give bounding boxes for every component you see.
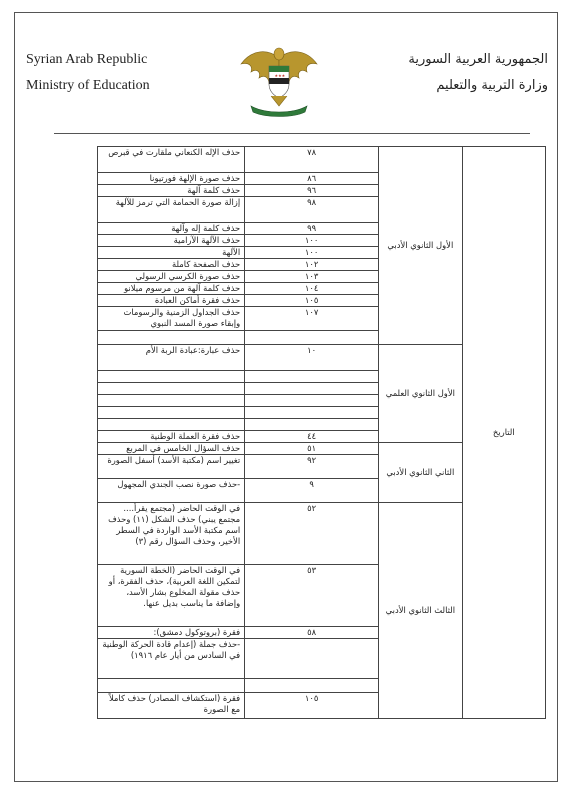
page-number-cell: ٥٢ [245,503,379,565]
page-number-cell [245,395,379,407]
change-description-cell: حذف كلمة آلهة [98,185,245,197]
grade-category-cell: الثالث الثانوي الأدبي [379,503,462,719]
change-description-cell: حذف كلمة آلهة من مرسوم ميلانو [98,283,245,295]
change-description-cell: حذف الصفحة كاملة [98,259,245,271]
change-description-cell: -حذف صورة نصب الجندي المجهول [98,479,245,503]
change-description-cell: -حذف جملة (إعدام قادة الحركة الوطنية في السادس من أيار عام ١٩١٦) [98,639,245,679]
page-number-cell: ٧٨ [245,147,379,173]
page-number-cell [245,331,379,345]
change-description-cell: تغيير اسم (مكتبة الأسد) أسفل الصورة [98,455,245,479]
change-description-cell: حذف صورة الكرسي الرسولي [98,271,245,283]
change-description-cell: حذف السؤال الخامس في المربع [98,443,245,455]
header-english-ministry: Ministry of Education [26,78,150,93]
grade-category-cell: الأول الثانوي الأدبي [379,147,462,345]
change-description-cell: حذف عبارة:عبادة الربة الأم [98,345,245,371]
page-number-cell [245,639,379,679]
deletions-table [97,146,546,719]
svg-text:★★★: ★★★ [274,73,286,78]
header-divider [54,133,530,134]
page-number-cell [245,383,379,395]
page-number-cell: ١٠٥ [245,693,379,719]
change-description-cell: حذف صورة الإلهة فورتيونا [98,173,245,185]
page-number-cell: ٥٨ [245,627,379,639]
change-description-cell [98,419,245,431]
change-description-cell [98,395,245,407]
page-number-cell: ٩ [245,479,379,503]
page-number-cell: ٥١ [245,443,379,455]
header-arabic-ministry: وزارة التربية والتعليم [436,78,548,93]
page-number-cell: ١٠٣ [245,271,379,283]
change-description-cell [98,679,245,693]
page-number-cell: ٤٤ [245,431,379,443]
change-description-cell [98,331,245,345]
change-description-cell [98,407,245,419]
page-number-cell: ١٠٧ [245,307,379,331]
page-number-cell: ٩٨ [245,197,379,223]
page-number-cell: ١٠٠ [245,235,379,247]
page-number-cell: ١٠٠ [245,247,379,259]
change-description-cell: حذف فقرة العملة الوطنية [98,431,245,443]
change-description-cell: حذف الآلهة الآرامية [98,235,245,247]
page-number-cell [245,679,379,693]
change-description-cell: فقرة (استكشاف المصادر) حذف كاملاً مع الصورة [98,693,245,719]
page-number-cell: ٥٣ [245,565,379,627]
change-description-cell: حذف الإله الكنعاني ملقارت في قبرص [98,147,245,173]
subject-cell: التاريخ [462,147,545,719]
page-number-cell: ٩٢ [245,455,379,479]
page-number-cell: ٩٩ [245,223,379,235]
page-number-cell: ٨٦ [245,173,379,185]
page-number-cell [245,407,379,419]
change-description-cell: الآلهة [98,247,245,259]
header-arabic-country: الجمهورية العربية السورية [408,52,548,67]
header-english-country: Syrian Arab Republic [26,52,148,67]
page-number-cell: ٩٦ [245,185,379,197]
page-number-cell: ١٠٢ [245,259,379,271]
change-description-cell: إزالة صورة الحمامة التي ترمز للآلهة [98,197,245,223]
page-number-cell [245,371,379,383]
table-row [98,147,546,173]
change-description-cell: حذف الجداول الزمنية والرسومات وإبقاء صورة المسد النبوي [98,307,245,331]
grade-category-cell: الأول الثانوي العلمي [379,345,462,443]
page-number-cell [245,419,379,431]
change-description-cell [98,371,245,383]
page-number-cell: ١٠ [245,345,379,371]
change-description-cell: حذف كلمة إله وآلهة [98,223,245,235]
page-number-cell: ١٠٥ [245,295,379,307]
change-description-cell: حذف فقرة أماكن العبادة [98,295,245,307]
syrian-eagle-emblem-icon [237,40,321,118]
grade-category-cell: الثاني الثانوي الأدبي [379,443,462,503]
change-description-cell: فقرة (بروتوكول دمشق): [98,627,245,639]
change-description-cell: في الوقت الحاضر (مجتمع يقرأ.... مجتمع يبني) حذف الشكل (١١) وحذف اسم مكتبة الأسد الواردة في السطر الأخير، وحذف السؤال رقم (٣) [98,503,245,565]
change-description-cell [98,383,245,395]
change-description-cell: في الوقت الحاضر (الخطة السورية لتمكين اللغة العربية)، حذف الفقرة، أو حذف مقولة المخلوع بشار الأسد، وإضافة ما يناسب بديل عنها. [98,565,245,627]
page-number-cell: ١٠٤ [245,283,379,295]
